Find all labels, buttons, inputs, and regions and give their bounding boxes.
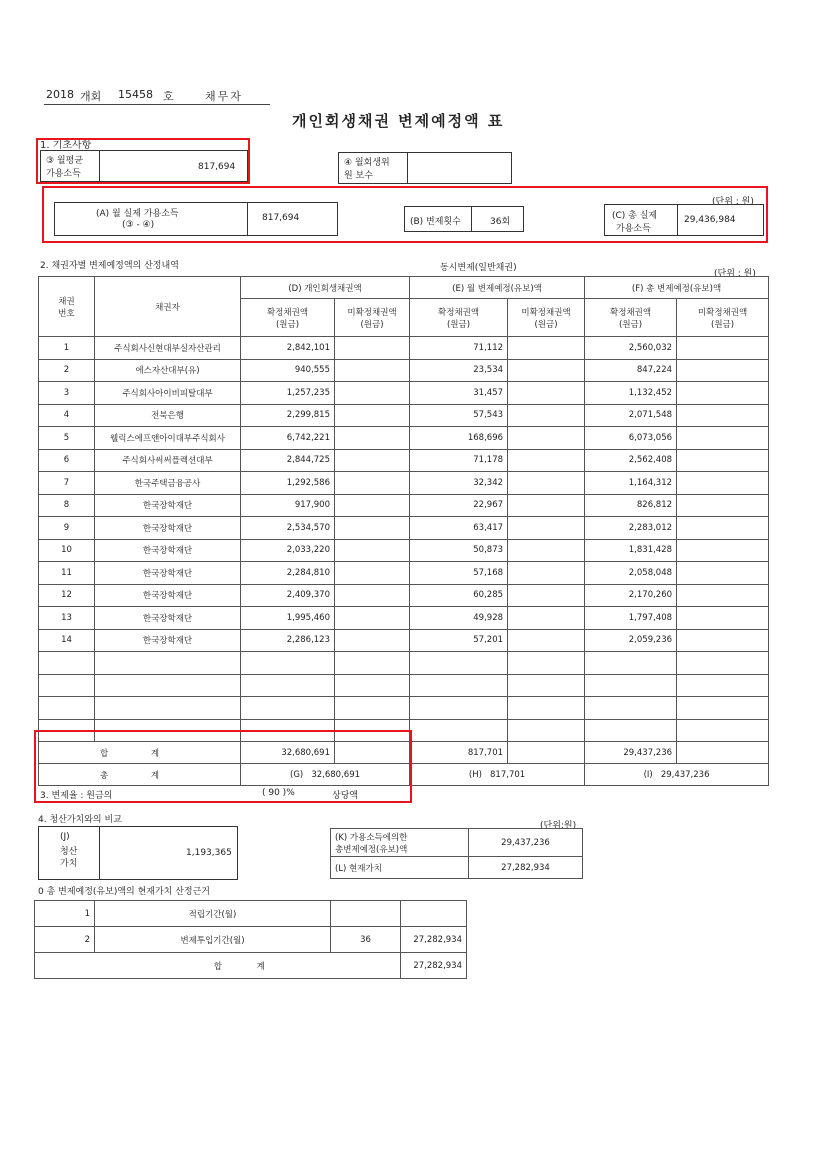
cell-d: 917,900 — [241, 494, 335, 517]
cell-e: 57,168 — [410, 562, 508, 585]
cell-e: 22,967 — [410, 494, 508, 517]
cell-e: 50,873 — [410, 539, 508, 562]
cell-e: 57,201 — [410, 629, 508, 652]
section4-heading: 4. 청산가치와의 비교 — [38, 815, 122, 825]
pv-cell-value — [401, 901, 467, 927]
kl-table — [330, 828, 583, 879]
pv-cell-label: 적립기간(월) — [95, 901, 331, 927]
creditor-row — [39, 562, 769, 585]
cell-f: 847,224 — [585, 359, 677, 382]
cell-f: 2,058,048 — [585, 562, 677, 585]
monthly-income-label-2: 가용소득 — [46, 169, 81, 179]
section4-unit: (단위:원) — [540, 821, 577, 831]
col-header-f-confirmed: 확정채권액 (원금) — [585, 299, 677, 337]
c-value: 29,436,984 — [684, 215, 736, 225]
pv-cell-no: 2 — [35, 927, 95, 953]
cell-d: 2,409,370 — [241, 584, 335, 607]
section3-heading: 3. 변제율 : 원금의 — [40, 791, 113, 801]
cell-e: 71,112 — [410, 337, 508, 360]
cell-no: 5 — [39, 427, 95, 450]
a-label-2: (③ - ④) — [122, 220, 155, 230]
cell-d: 1,995,460 — [241, 607, 335, 630]
cell-e: 168,696 — [410, 427, 508, 450]
col-header-d-confirmed: 확정채권액 (원금) — [241, 299, 335, 337]
repayment-rate-suffix: 상당액 — [332, 791, 359, 801]
creditor-row — [39, 652, 769, 675]
section5-heading: 0 총 변제예정(유보)액의 현재가치 산정근거 — [38, 887, 210, 897]
section1-heading: 1. 기초사항 — [40, 140, 92, 151]
col-header-f: (F) 총 변제예정(유보)액 — [585, 277, 769, 299]
col-header-f-unconfirmed: 미확정채권액 (원금) — [677, 299, 769, 337]
cell-d: 2,844,725 — [241, 449, 335, 472]
cell-no: 3 — [39, 382, 95, 405]
cell-no: 9 — [39, 517, 95, 540]
b-value: 36회 — [490, 217, 511, 227]
k-value: 29,437,236 — [469, 829, 583, 857]
creditor-row — [39, 359, 769, 382]
creditor-row — [39, 517, 769, 540]
cell-d: 2,534,570 — [241, 517, 335, 540]
pv-cell-months: 36 — [331, 927, 401, 953]
repayment-rate: ( 90 )% — [262, 788, 295, 798]
total-label: 총 계 — [39, 764, 241, 786]
creditor-row — [39, 337, 769, 360]
creditor-row — [39, 472, 769, 495]
l-label: (L) 현재가치 — [331, 857, 469, 879]
j-value: 1,193,365 — [186, 848, 232, 858]
c-label-2: 가용소득 — [616, 224, 651, 234]
trustee-fee-label-2: 원 보수 — [344, 171, 373, 181]
cell-creditor: 주식회사써써플렉션대부 — [95, 449, 241, 472]
section1-unit: (단위 : 원) — [712, 197, 754, 207]
case-ho: 호 — [163, 90, 174, 103]
col-header-creditor: 채권자 — [95, 277, 241, 337]
highlight-totals — [34, 730, 412, 803]
cell-d: 2,286,123 — [241, 629, 335, 652]
cell-no: 2 — [39, 359, 95, 382]
creditor-row — [39, 449, 769, 472]
creditor-row — [39, 629, 769, 652]
cell-d: 1,257,235 — [241, 382, 335, 405]
pv-cell-no: 1 — [35, 901, 95, 927]
cell-creditor: 한국장학재단 — [95, 539, 241, 562]
cell-no: 4 — [39, 404, 95, 427]
col-header-d-unconfirmed: 미확정채권액 (원금) — [335, 299, 410, 337]
col-header-e: (E) 월 변제예정(유보)액 — [410, 277, 585, 299]
cell-f: 826,812 — [585, 494, 677, 517]
col-header-e-unconfirmed: 미확정채권액 (원금) — [508, 299, 585, 337]
subtotal-e: 817,701 — [410, 742, 508, 764]
c-label: (C) 총 실제 — [612, 211, 658, 221]
creditor-row — [39, 607, 769, 630]
creditor-row — [39, 697, 769, 720]
l-value: 27,282,934 — [469, 857, 583, 879]
pv-cell-value: 27,282,934 — [401, 927, 467, 953]
trustee-fee-label: ④ 월회생위 — [344, 158, 390, 168]
subtotal-d: 32,680,691 — [241, 742, 335, 764]
cell-creditor: 에스자산대부(유) — [95, 359, 241, 382]
cell-d: 940,555 — [241, 359, 335, 382]
cell-e: 63,417 — [410, 517, 508, 540]
creditor-row — [39, 674, 769, 697]
present-value-table — [34, 900, 467, 979]
creditor-row — [39, 404, 769, 427]
subtotal-label: 합 계 — [39, 742, 241, 764]
cell-no: 6 — [39, 449, 95, 472]
cell-e: 57,543 — [410, 404, 508, 427]
section2-unit: (단위 : 원) — [714, 269, 756, 279]
section2-heading: 2. 채권자별 변제예정액의 산정내역 — [40, 261, 179, 271]
j-label-2: 청산 — [60, 847, 78, 857]
cell-no: 12 — [39, 584, 95, 607]
cell-e: 31,457 — [410, 382, 508, 405]
cell-creditor: 한국장학재단 — [95, 494, 241, 517]
pv-total-value: 27,282,934 — [401, 953, 467, 979]
case-year: 2018 — [46, 88, 74, 101]
highlight-available-income — [42, 186, 768, 243]
cell-f: 2,059,236 — [585, 629, 677, 652]
cell-no: 11 — [39, 562, 95, 585]
creditor-row — [39, 382, 769, 405]
cell-d: 2,299,815 — [241, 404, 335, 427]
cell-creditor: 주식회사아이비피탈대부 — [95, 382, 241, 405]
cell-creditor: 한국장학재단 — [95, 562, 241, 585]
pv-row — [35, 927, 467, 953]
cell-f: 2,283,012 — [585, 517, 677, 540]
total-i: (I) 29,437,236 — [585, 764, 769, 786]
j-label-3: 가치 — [60, 859, 78, 869]
cell-e: 71,178 — [410, 449, 508, 472]
total-g: (G) 32,680,691 — [241, 764, 410, 786]
document-title: 개인회생채권 변제예정액 표 — [292, 112, 505, 130]
cell-creditor: 한국장학재단 — [95, 629, 241, 652]
pv-total-label: 합 계 — [95, 953, 401, 979]
cell-creditor: 한국장학재단 — [95, 584, 241, 607]
cell-e: 32,342 — [410, 472, 508, 495]
creditor-row — [39, 494, 769, 517]
cell-f: 1,797,408 — [585, 607, 677, 630]
case-number: 15458 — [118, 88, 153, 101]
cell-creditor: 주식회사신현대부실자산관리 — [95, 337, 241, 360]
cell-d: 2,284,810 — [241, 562, 335, 585]
cell-f: 2,071,548 — [585, 404, 677, 427]
j-label: (J) — [60, 832, 70, 842]
creditor-row — [39, 584, 769, 607]
cell-no: 8 — [39, 494, 95, 517]
cell-f: 2,562,408 — [585, 449, 677, 472]
case-type: 개회 — [80, 90, 102, 103]
subtotal-f: 29,437,236 — [585, 742, 677, 764]
cell-no: 13 — [39, 607, 95, 630]
a-label: (A) 월 실제 가용소득 — [96, 209, 179, 219]
total-h: (H) 817,701 — [410, 764, 585, 786]
a-value: 817,694 — [262, 213, 300, 223]
cell-e: 49,928 — [410, 607, 508, 630]
cell-e: 23,534 — [410, 359, 508, 382]
cell-no: 1 — [39, 337, 95, 360]
cell-f: 1,164,312 — [585, 472, 677, 495]
pv-cell-months — [331, 901, 401, 927]
cell-d: 6,742,221 — [241, 427, 335, 450]
col-header-d: (D) 개인회생채권액 — [241, 277, 410, 299]
cell-f: 1,831,428 — [585, 539, 677, 562]
pv-cell-label: 변제투입기간(월) — [95, 927, 331, 953]
cell-e: 60,285 — [410, 584, 508, 607]
cell-creditor: 한국장학재단 — [95, 517, 241, 540]
monthly-income-label: ③ 월평균 — [46, 156, 84, 166]
col-header-e-confirmed: 확정채권액 (원금) — [410, 299, 508, 337]
cell-no: 14 — [39, 629, 95, 652]
cell-d: 2,033,220 — [241, 539, 335, 562]
cell-d: 1,292,586 — [241, 472, 335, 495]
cell-creditor: 웰릭스에프앤아이대부주식회사 — [95, 427, 241, 450]
cell-creditor: 한국장학재단 — [95, 607, 241, 630]
creditor-table — [38, 276, 769, 786]
k-label: (K) 가용소득에의한 총변제예정(유보)액 — [331, 829, 469, 857]
monthly-income-value: 817,694 — [198, 162, 236, 172]
cell-no: 7 — [39, 472, 95, 495]
repayment-method: 동시변제(일반채권) — [440, 263, 517, 273]
creditor-row — [39, 427, 769, 450]
cell-creditor: 전북은행 — [95, 404, 241, 427]
cell-f: 2,170,260 — [585, 584, 677, 607]
cell-f: 1,132,452 — [585, 382, 677, 405]
debtor-label: 채무자 — [205, 90, 243, 103]
cell-f: 6,073,056 — [585, 427, 677, 450]
cell-no: 10 — [39, 539, 95, 562]
col-header-number: 채권 번호 — [39, 277, 95, 337]
highlight-monthly-income — [36, 138, 250, 184]
cell-f: 2,560,032 — [585, 337, 677, 360]
pv-row — [35, 901, 467, 927]
b-label: (B) 변제횟수 — [410, 217, 461, 227]
cell-d: 2,842,101 — [241, 337, 335, 360]
cell-creditor: 한국주택금융공사 — [95, 472, 241, 495]
creditor-row — [39, 539, 769, 562]
